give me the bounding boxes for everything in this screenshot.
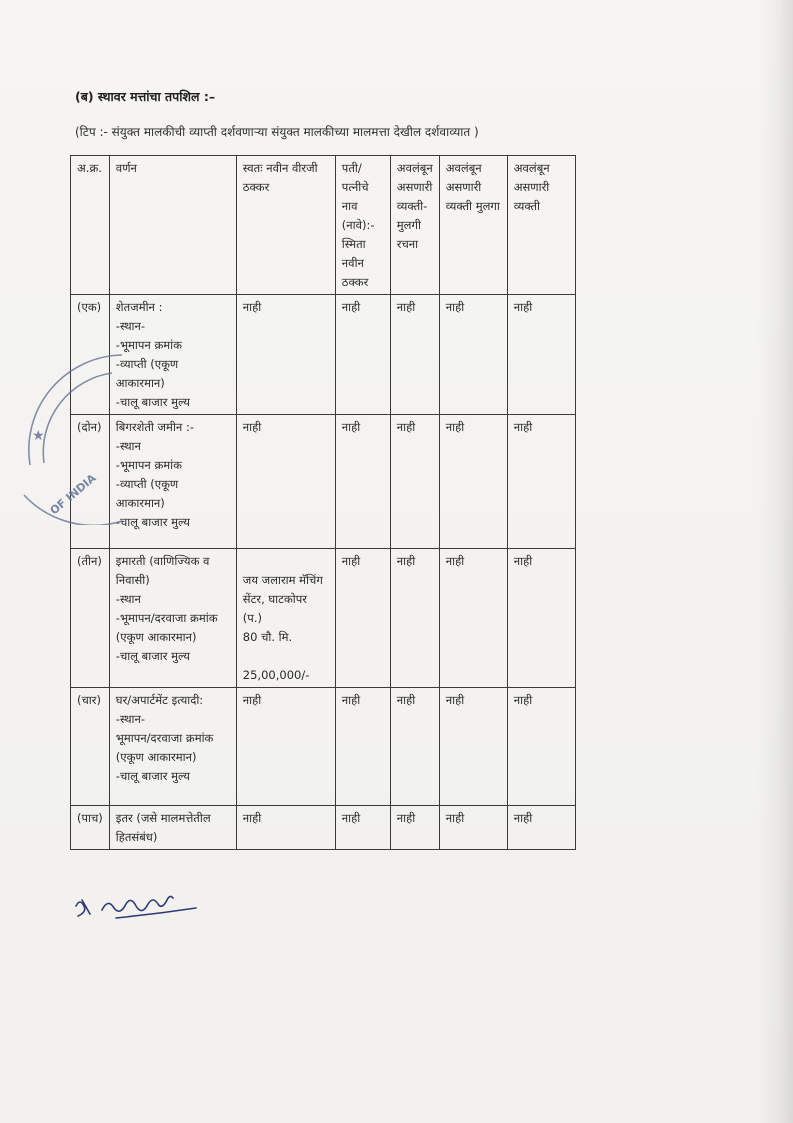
row-description: बिगरशेती जमीन :- -स्थान -भूमापन क्रमांक -व्याप्ती (एकूण आकारमान) -चालू बाजार मुल्य xyxy=(109,415,236,549)
official-stamp-icon xyxy=(12,345,127,525)
row-serial: (चार) xyxy=(71,688,110,806)
header-dependent-son: अवलंबून असणारी व्यक्ती मुलगा xyxy=(439,156,507,295)
row-dependent-2: नाही xyxy=(439,806,507,850)
header-dependent-daughter: अवलंबून असणारी व्यक्ती- मुलगी रचना xyxy=(390,156,439,295)
row-description: इमारती (वाणिज्यिक व निवासी) -स्थान -भूमापन/दरवाजा क्रमांक (एकूण आकारमान) -चालू बाजार मुल्य xyxy=(109,549,236,688)
row-serial: (पाच) xyxy=(71,806,110,850)
row-self: नाही xyxy=(236,295,335,415)
row-dependent-3: नाही xyxy=(507,549,575,688)
row-dependent-1: नाही xyxy=(390,688,439,806)
row-serial: (एक) xyxy=(71,295,110,415)
row-self: नाही xyxy=(236,688,335,806)
row-dependent-3: नाही xyxy=(507,295,575,415)
row-self: जय जलाराम मॅचिंग सेंटर, घाटकोपर (प.) 80 चौ. मि. 25,00,000/- xyxy=(236,549,335,688)
row-dependent-2: नाही xyxy=(439,549,507,688)
row-self: नाही xyxy=(236,806,335,850)
header-self: स्वतः नवीन वीरजी ठक्कर xyxy=(236,156,335,295)
header-serial-no: अ.क्र. xyxy=(71,156,110,295)
section-note: (टिप :- संयुक्त मालकीची व्याप्ती दर्शवणाऱ्या संयुक्त मालकीच्या मालमत्ता देखील दर्शवाव्यात ) xyxy=(75,125,479,139)
table-row xyxy=(71,415,576,549)
row-dependent-1: नाही xyxy=(390,295,439,415)
row-description: घर/अपार्टमेंट इत्यादी: -स्थान- भूमापन/दरवाजा क्रमांक (एकूण आकारमान) -चालू बाजार मुल्य xyxy=(109,688,236,806)
row-spouse: नाही xyxy=(335,688,390,806)
header-description: वर्णन xyxy=(109,156,236,295)
row-dependent-3: नाही xyxy=(507,415,575,549)
signature-icon xyxy=(72,888,222,928)
row-spouse: नाही xyxy=(335,295,390,415)
row-spouse: नाही xyxy=(335,549,390,688)
row-dependent-2: नाही xyxy=(439,295,507,415)
row-self: नाही xyxy=(236,415,335,549)
header-spouse: पती/पत्नीचे नाव (नावे):- स्मिता नवीन ठक्कर xyxy=(335,156,390,295)
row-dependent-1: नाही xyxy=(390,806,439,850)
table-row xyxy=(71,549,576,688)
row-serial: (दोन) xyxy=(71,415,110,549)
row-description: शेतजमीन : -स्थान- -भूमापन क्रमांक -व्याप्ती (एकूण आकारमान) -चालू बाजार मुल्य xyxy=(109,295,236,415)
section-heading: (ब) स्थावर मत्तांचा तपशिल :– xyxy=(75,89,216,104)
row-dependent-2: नाही xyxy=(439,415,507,549)
market-value: 25,00,000/- xyxy=(242,668,310,682)
row-dependent-2: नाही xyxy=(439,688,507,806)
table-header-row xyxy=(71,156,576,295)
row-serial: (तीन) xyxy=(71,549,110,688)
row-spouse: नाही xyxy=(335,806,390,850)
header-dependent-other: अवलंबून असणारी व्यक्ती xyxy=(507,156,575,295)
row-dependent-3: नाही xyxy=(507,806,575,850)
immovable-assets-table xyxy=(70,155,576,850)
table-row xyxy=(71,295,576,415)
table-row xyxy=(71,688,576,806)
row-spouse: नाही xyxy=(335,415,390,549)
table-row xyxy=(71,806,576,850)
row-dependent-1: नाही xyxy=(390,415,439,549)
page-edge-shadow xyxy=(757,0,793,1123)
row-description: इतर (जसे मालमत्तेतील हितसंबंध) xyxy=(109,806,236,850)
svg-text:OF INDIA: OF INDIA xyxy=(47,471,99,518)
svg-text:★: ★ xyxy=(32,428,45,444)
row-dependent-3: नाही xyxy=(507,688,575,806)
row-dependent-1: नाही xyxy=(390,549,439,688)
